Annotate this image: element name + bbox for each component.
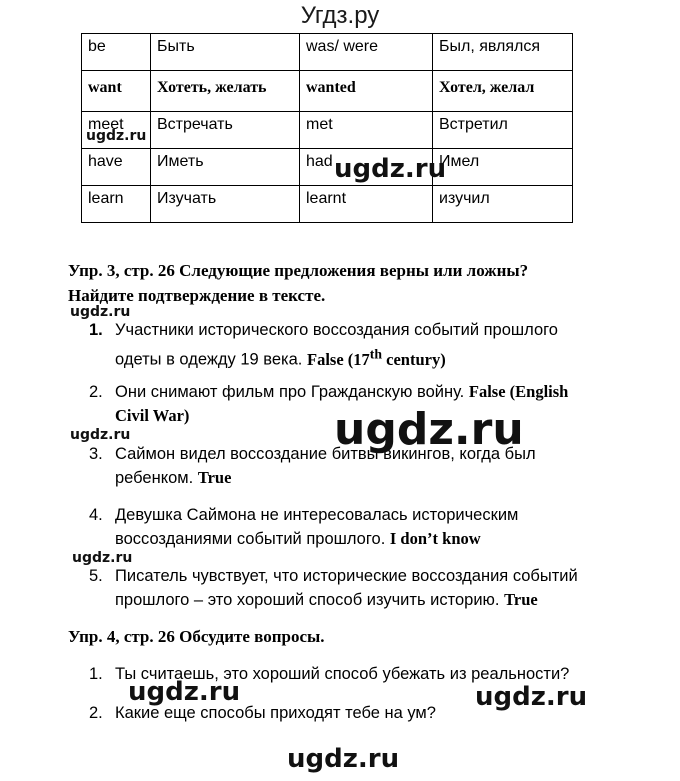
item-line: Участники исторического воссоздания событий прошлого: [115, 321, 558, 339]
item-line: Саймон видел воссоздание битвы викингов, когда был: [115, 445, 536, 463]
watermark: ugdz.ru: [128, 677, 241, 707]
item-line: воссозданиями событий прошлого.: [115, 530, 386, 548]
item-line: прошлого – это хороший способ изучить историю.: [115, 591, 500, 609]
item-number: 3.: [89, 445, 103, 463]
table-cell: met: [300, 112, 433, 149]
item-text: [115, 318, 609, 372]
item-line: Они снимают фильм про Гражданскую войну.: [115, 383, 465, 401]
table-cell: wanted: [300, 71, 433, 112]
table-cell: Хотел, желал: [433, 71, 573, 112]
item-answer: True: [197, 468, 232, 487]
table-cell: Имел: [433, 149, 573, 186]
item-number: 5.: [89, 567, 103, 585]
table-cell: Встретил: [433, 112, 573, 149]
item-line: одеты в одежду 19 века.: [115, 350, 303, 369]
item-line: ребенком.: [115, 469, 194, 487]
table-cell: learn: [82, 186, 151, 223]
table-row: [82, 71, 573, 112]
item-answer: [306, 346, 446, 369]
table-row: [82, 34, 573, 71]
exercise-4-heading: Упр. 4, стр. 26 Обсудите вопросы.: [68, 627, 325, 646]
table-cell: изучил: [433, 186, 573, 223]
item-answer: True: [504, 590, 538, 609]
list-item: [89, 503, 609, 551]
table-row: [82, 186, 573, 223]
verb-forms-table: [81, 33, 573, 223]
heading-line: Найдите подтверждение в тексте.: [68, 286, 326, 305]
list-item: [89, 318, 609, 372]
item-line: Писатель чувствует, что исторические воссоздания событий: [115, 567, 578, 585]
table-cell: Иметь: [151, 149, 300, 186]
table-cell: Был, являлся: [433, 34, 573, 71]
table-cell: Изучать: [151, 186, 300, 223]
exercise-3-heading: [68, 258, 528, 308]
table-row: [82, 149, 573, 186]
watermark: ugdz.ru: [334, 154, 447, 184]
watermark: ugdz.ru: [86, 128, 147, 144]
item-text: Ты считаешь, это хороший способ убежать из реальности?: [115, 665, 570, 683]
item-line: Девушка Саймона не интересовалась историческим: [115, 506, 519, 524]
item-answer: I don’t know: [389, 529, 481, 548]
answer-sup: th: [369, 346, 382, 361]
item-number: 1.: [89, 665, 103, 683]
answer-tail: century): [382, 349, 446, 369]
table-cell: be: [82, 34, 151, 71]
table-cell: Хотеть, желать: [151, 71, 300, 112]
item-number: 1.: [89, 321, 103, 339]
item-number: 4.: [89, 506, 103, 524]
table-cell: Встречать: [151, 112, 300, 149]
table-cell: have: [82, 149, 151, 186]
site-title: Угдз.ру: [300, 2, 380, 29]
item-answer: False (English: [468, 382, 569, 401]
watermark: ugdz.ru: [70, 427, 131, 443]
item-number: 2.: [89, 383, 103, 401]
table-cell: Быть: [151, 34, 300, 71]
table-cell: want: [82, 71, 151, 112]
item-text: Какие еще способы приходят тебе на ум?: [115, 704, 436, 722]
list-item: [89, 564, 609, 612]
item-number: 2.: [89, 704, 103, 722]
watermark: ugdz.ru: [70, 304, 131, 320]
table-cell: meet: [82, 112, 151, 149]
item-answer: Civil War): [115, 406, 190, 425]
table-cell: learnt: [300, 186, 433, 223]
watermark: ugdz.ru: [334, 404, 524, 455]
heading-line: Упр. 3, стр. 26 Следующие предложения верны или ложны?: [68, 261, 529, 280]
table-cell: was/ were: [300, 34, 433, 71]
watermark: ugdz.ru: [475, 682, 588, 712]
watermark: ugdz.ru: [72, 550, 133, 566]
table-row: [82, 112, 573, 149]
item-text: [115, 564, 609, 612]
item-text: [115, 503, 609, 551]
answer-text: False (17: [306, 349, 370, 369]
table-cell: had: [300, 149, 433, 186]
watermark: ugdz.ru: [287, 744, 400, 774]
